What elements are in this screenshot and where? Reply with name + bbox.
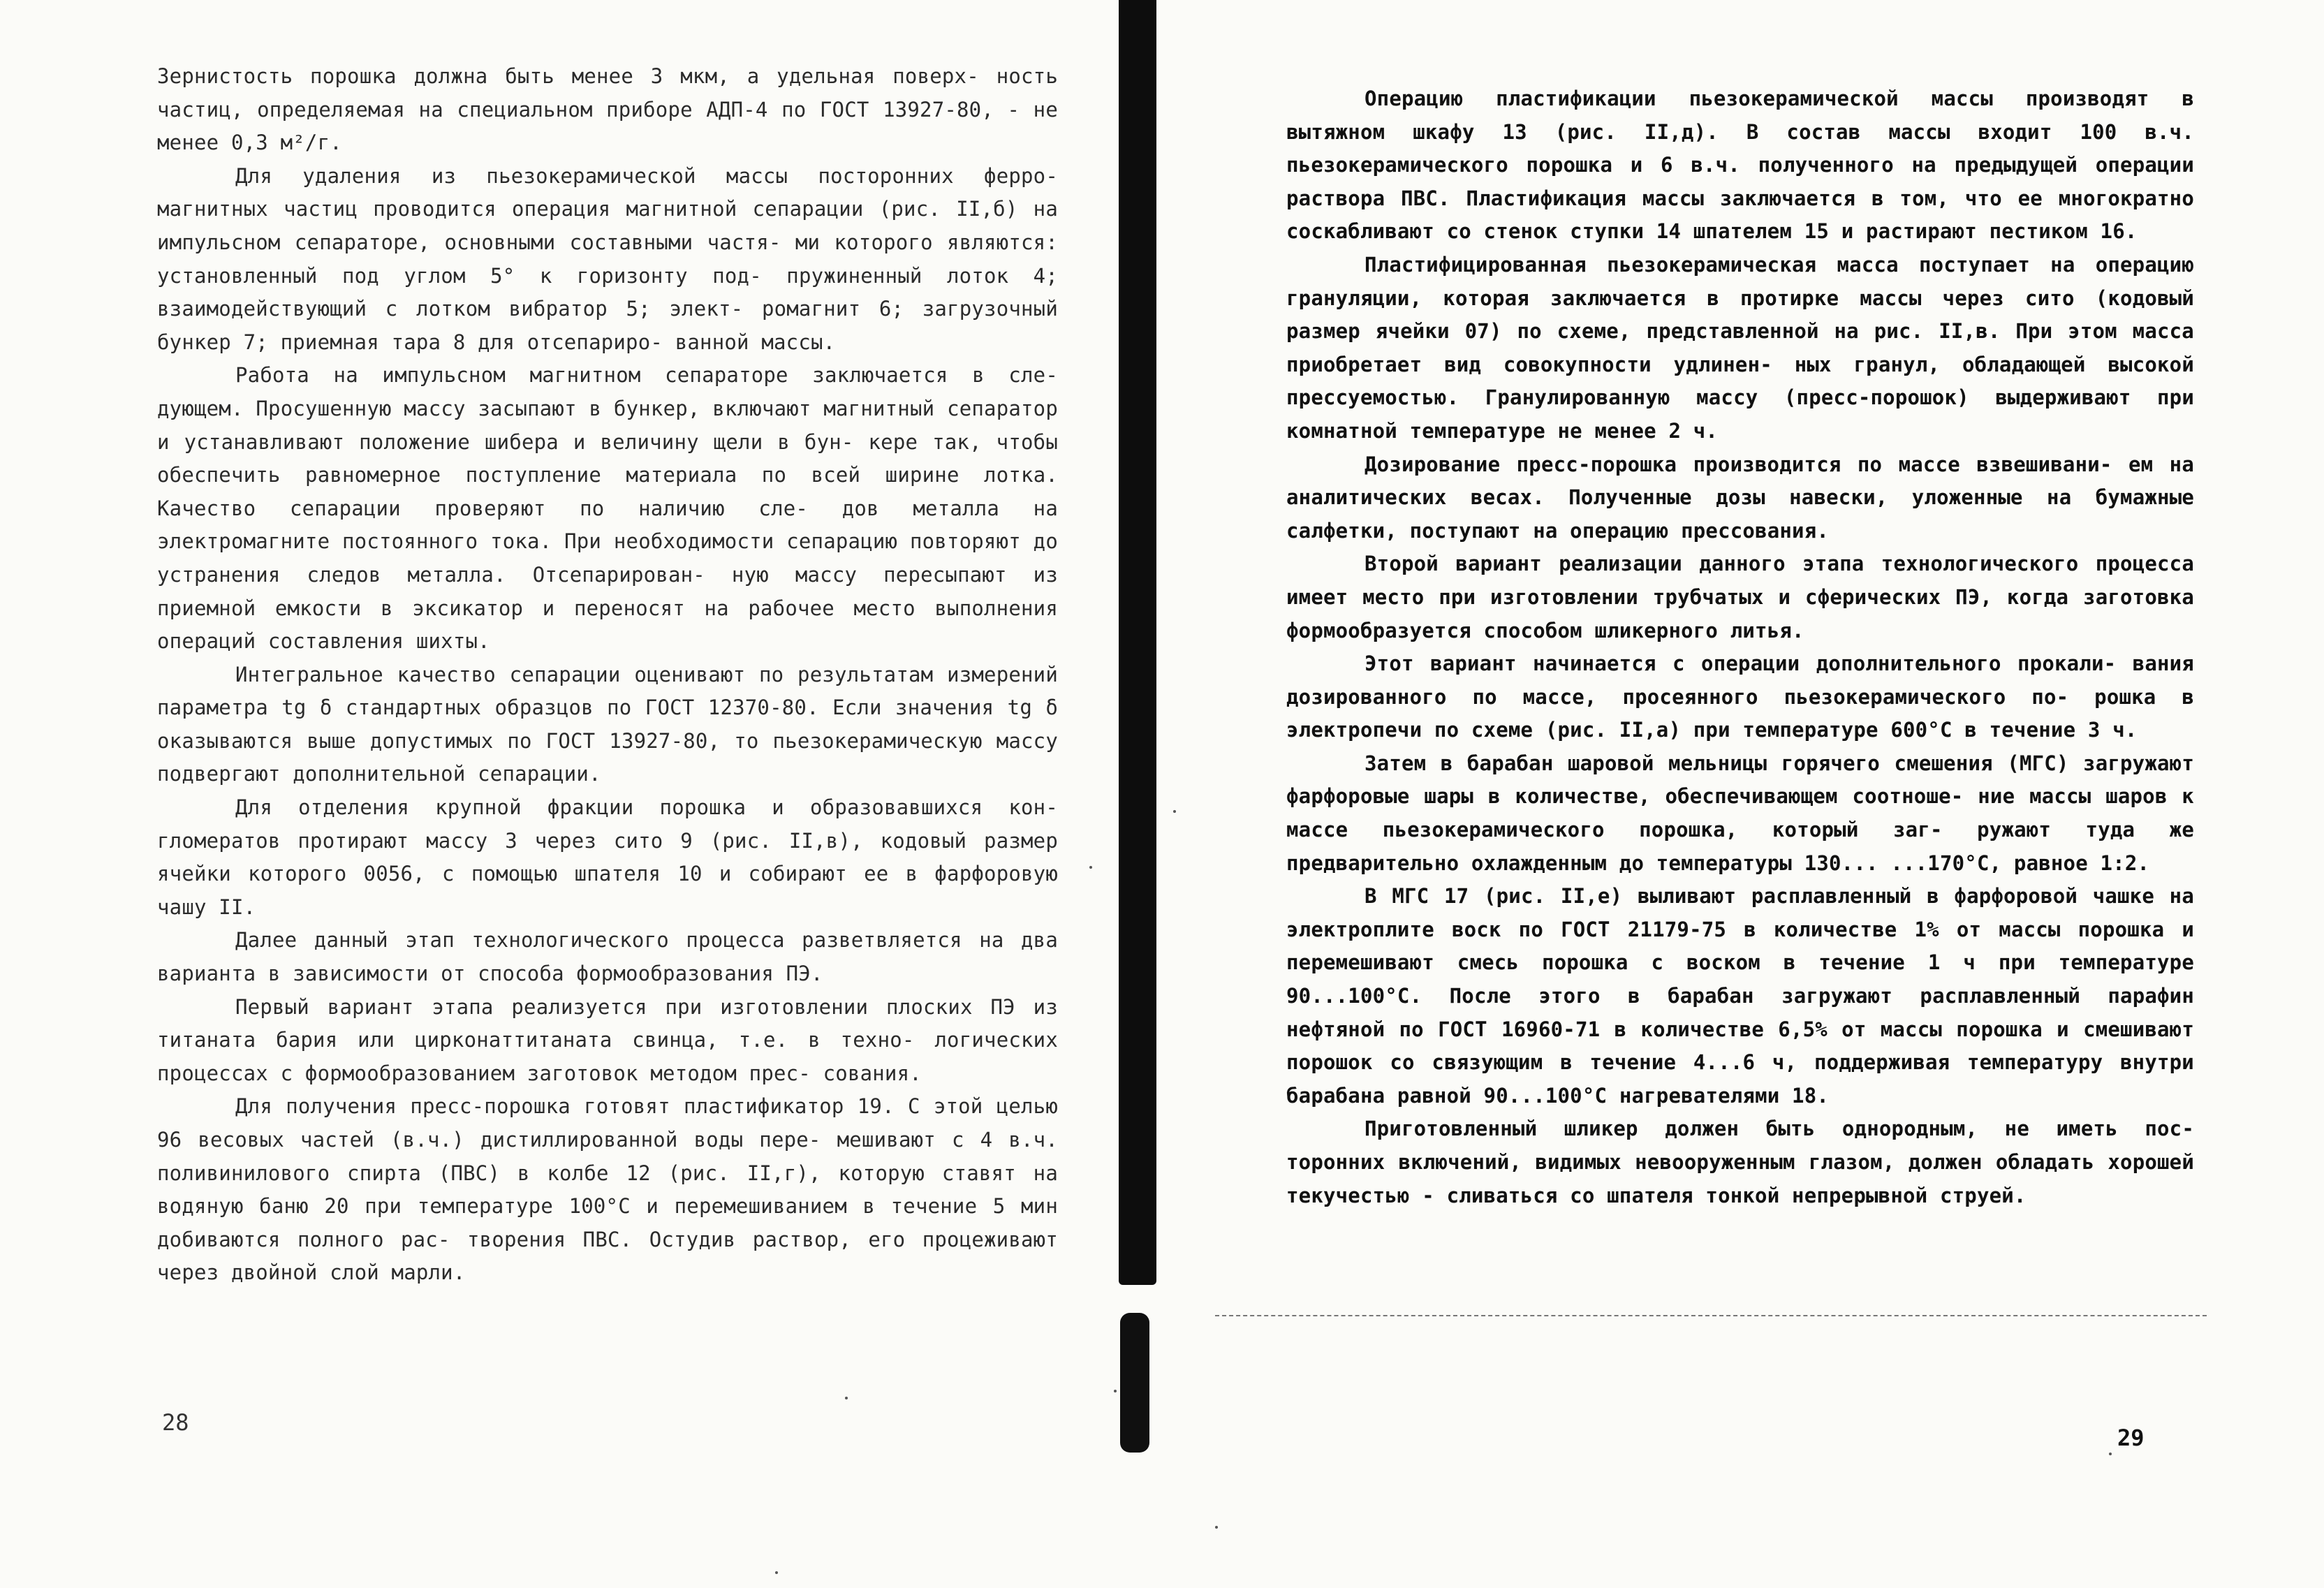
text-line: бумажные салфетки, поступают на операцию прессования. bbox=[1286, 485, 2195, 543]
text-line: Далее данный этап технологического процесса разветвляется bbox=[235, 928, 962, 953]
scan-speck bbox=[845, 1397, 848, 1399]
text-line: Пластифицированная пьезокерамическая масса поступает на bbox=[1365, 252, 2075, 277]
text-line: этой целью 96 весовых частей (в.ч.) дистиллированной воды пере- bbox=[157, 1094, 1058, 1152]
paragraph bbox=[1286, 747, 2194, 880]
text-line: когда заготовка формообразуется способом шликерного литья. bbox=[1286, 585, 2194, 642]
text-line: массу (пресс-порошок) выдерживают при комнатной температуре не bbox=[1286, 385, 2194, 443]
paragraph bbox=[157, 1090, 1058, 1290]
text-line: струей. bbox=[1939, 1183, 2027, 1207]
text-line: ружают туда же предварительно охлажденным до температуры 130... bbox=[1286, 818, 2194, 875]
text-line: 6,5% от массы порошка и смешивают порошок со связующим в течение bbox=[1286, 1017, 2194, 1075]
scan-speck bbox=[1089, 866, 1092, 869]
text-line: торонних включений, видимых невооруженным глазом, должен обладать bbox=[1286, 1150, 2095, 1174]
text-line: ...170°С, равное 1:2. bbox=[1890, 851, 2150, 875]
text-line: (рис. II,г), которую ставят на водяную баню 20 при температуре bbox=[157, 1161, 1058, 1219]
text-line: в фарфоровую чашу II. bbox=[157, 862, 1058, 919]
text-line: творения ПВС. Остудив раствор, его процеживают через двойной bbox=[157, 1227, 1058, 1285]
text-line: на рабочее место выполнения операций составления шихты. bbox=[157, 596, 1058, 654]
text-line: всей ширине лотка. Качество сепарации проверяют по наличию сле- bbox=[157, 463, 1059, 520]
text-line: Для получения пресс-порошка готовят пластификатор 19. С bbox=[235, 1094, 920, 1119]
scan-speck bbox=[1173, 810, 1176, 813]
text-line: 4...6 ч, поддерживая температуру внутри барабана равной 90...100°С bbox=[1286, 1050, 2194, 1108]
right-page-number: 29 bbox=[2117, 1425, 2145, 1451]
text-line: на два варианта в зависимости от способа формообразования ПЭ. bbox=[157, 928, 1058, 986]
text-line: массы порошка и перемешивают смесь порошка с воском в течение bbox=[1286, 917, 2194, 975]
right-page-text bbox=[1286, 82, 2194, 1212]
text-line: Для отделения крупной фракции порошка и образовавшихся кон- bbox=[235, 795, 1058, 820]
text-line: Работа на импульсном магнитном сепараторе заключается в сле- bbox=[235, 363, 1058, 388]
left-page bbox=[0, 0, 1110, 1588]
left-page-number: 28 bbox=[162, 1409, 189, 1436]
text-line: 13927-80, - не менее 0,3 м²/г. bbox=[157, 97, 1058, 155]
text-line: нагревателями 18. bbox=[1619, 1083, 1830, 1108]
paragraph bbox=[157, 791, 1058, 924]
text-line: Зернистость порошка должна быть менее 3 мкм, а удельная поверх- bbox=[157, 64, 979, 88]
text-line: дов металла на электромагните постоянного тока. При необходимости bbox=[157, 496, 1058, 554]
paragraph bbox=[157, 160, 1058, 360]
text-line: Затем в барабан шаровой мельницы горячего смешения (МГС) bbox=[1365, 751, 2069, 775]
text-line: ПЭ из титаната бария или цирконаттитаната свинца, т.е. в техно- bbox=[157, 994, 1058, 1052]
paragraph bbox=[157, 359, 1058, 658]
text-line: В МГС 17 (рис. II,е) выливают расплавленный в фарфоровой bbox=[1365, 884, 2078, 909]
text-line: логических процессах с формообразованием заготовок методом прес- bbox=[157, 1028, 1058, 1085]
scan-speck bbox=[775, 1571, 778, 1574]
paragraph bbox=[1286, 1112, 2194, 1212]
text-line: ную массу пересыпают из приемной емкости в эксикатор и переносят bbox=[157, 562, 1058, 620]
text-line: ми которого являются: установленный под углом 5° к горизонту под- bbox=[157, 230, 1058, 288]
left-page-text bbox=[157, 60, 1058, 1290]
paragraph bbox=[1286, 880, 2194, 1112]
text-line: сепарацию повторяют до устранения следов металла. Отсепарирован- bbox=[157, 529, 1058, 587]
scan-speck bbox=[2109, 1453, 2112, 1455]
text-line: рис. II,в. При этом масса приобретает вид совокупности удлинен- bbox=[1286, 319, 2194, 376]
text-line: Дозирование пресс-порошка производится по массе взвешивани- bbox=[1365, 452, 2112, 476]
text-line: дующем. Просушенную массу засыпают в бункер, включают магнитный bbox=[157, 396, 935, 420]
text-line: мешивают с 4 в.ч. поливинилового спирта (ПВС) в колбе 12 bbox=[157, 1128, 1058, 1185]
text-line: рошка в электропечи по схеме (рис. II,а) при температуре 600°С bbox=[1286, 684, 2194, 742]
text-line: что ее многократно соскабливают со стенок ступки 14 шпателем 15 bbox=[1286, 186, 2195, 244]
text-line: загружают фарфоровые шары в количестве, обеспечивающем соотноше- bbox=[1286, 751, 2194, 809]
paragraph bbox=[157, 60, 1058, 160]
scan-dashed-artifact bbox=[1215, 1315, 2207, 1316]
text-line: ность частиц, определяемая на специальном приборе АДП-4 по ГОСТ bbox=[157, 64, 1058, 122]
paragraph bbox=[157, 924, 1058, 990]
text-line: ванной массы. bbox=[675, 330, 836, 354]
text-line: вания дозированного по массе, просеянного пьезокерамического по- bbox=[1286, 652, 2194, 709]
text-line: Для удаления из пьезокерамической массы посторонних ферро- bbox=[235, 163, 1058, 188]
text-line: ромагнит 6; загрузочный бункер 7; приемная тара 8 для отсепариро- bbox=[157, 297, 1058, 354]
text-line: 100°С и перемешиванием в течение 5 мин добиваются полного рас- bbox=[157, 1194, 1058, 1251]
text-line: хорошей текучестью - сливаться со шпателя тонкой непрерывной bbox=[1286, 1150, 2194, 1207]
scan-speck bbox=[1215, 1526, 1218, 1529]
text-line: (рис. II,б) на импульсном сепараторе, основными составными частя- bbox=[157, 197, 1058, 254]
right-page bbox=[1159, 0, 2324, 1588]
text-line: расплавленный парафин нефтяной по ГОСТ 16960-71 в количестве bbox=[1286, 984, 2194, 1041]
text-line: операцию грануляции, которая заключается в протирке массы через bbox=[1286, 252, 2194, 310]
text-line: Приготовленный шликер должен быть однородным, не иметь пос- bbox=[1365, 1117, 2194, 1141]
text-line: размер ячейки которого 0056, с помощью шпателя 10 и собирают ее bbox=[157, 828, 1058, 886]
text-line: операции раствора ПВС. Пластификация массы заключается в том, bbox=[1286, 153, 2194, 210]
text-line: сепаратор и устанавливают положение шибера и величину щели в бун- bbox=[157, 396, 1058, 454]
text-line: ных гранул, обладающей высокой прессуемостью. Гранулированную bbox=[1286, 352, 2194, 410]
paragraph bbox=[1286, 249, 2194, 448]
text-line: в течение 3 ч. bbox=[1964, 718, 2138, 742]
text-line: и растирают пестиком 16. bbox=[1841, 219, 2138, 244]
paragraph bbox=[157, 659, 1058, 791]
text-line: пьезокерамического порошка и 6 в.ч. полученного на предыдущей bbox=[1286, 153, 2078, 177]
paragraph bbox=[1286, 647, 2194, 747]
text-line: сования. bbox=[823, 1061, 922, 1085]
text-line: Операцию пластификации пьезокерамической массы производят bbox=[1365, 87, 2149, 110]
text-line: слой марли. bbox=[330, 1260, 466, 1285]
paragraph bbox=[1286, 82, 2194, 249]
text-line: Второй вариант реализации данного этапа технологического bbox=[1365, 552, 2079, 576]
paragraph bbox=[1286, 448, 2194, 548]
paragraph bbox=[1286, 547, 2194, 647]
text-line: Первый вариант этапа реализуется при изготовлении плоских bbox=[235, 994, 973, 1019]
scan-speck bbox=[1114, 1390, 1117, 1392]
text-line: Этот вариант начинается с операции дополнительного прокали- bbox=[1365, 652, 2117, 676]
book-binding-shadow-lower bbox=[1120, 1313, 1149, 1453]
text-line: ем на аналитических весах. Полученные дозы навески, уложенные на bbox=[1286, 452, 2194, 510]
paragraph bbox=[157, 991, 1058, 1091]
book-binding-shadow bbox=[1119, 0, 1156, 1285]
text-line: процесса имеет место при изготовлении трубчатых и сферических ПЭ, bbox=[1286, 552, 2194, 609]
text-line: гломератов протирают массу 3 через сито 9 (рис. II,в), кодовый bbox=[157, 828, 967, 853]
text-line: кере так, чтобы обеспечить равномерное поступление материала по bbox=[157, 429, 1058, 487]
text-line: измерений параметра tg δ стандартных образцов по ГОСТ 12370-80. bbox=[157, 662, 1058, 720]
text-line: сито (кодовый размер ячейки 07) по схеме, представленной на bbox=[1286, 286, 2194, 344]
text-line: Интегральное качество сепарации оценивают по результатам bbox=[235, 662, 934, 686]
text-line: то пьезокерамическую массу подвергают дополнительной сепарации. bbox=[157, 728, 1058, 786]
text-line: 1 ч при температуре 90...100°С. После этого в барабан загружают bbox=[1286, 950, 2194, 1008]
text-line: магнитных частиц проводится операция магнитной сепарации bbox=[157, 197, 864, 221]
text-line: ние массы шаров к массе пьезокерамического порошка, который заг- bbox=[1286, 784, 2194, 842]
text-line: в вытяжном шкафу 13 (рис. II,д). В состав массы входит 100 в.ч. bbox=[1286, 87, 2194, 144]
text-line: Если значения tg δ оказываются выше допустимых по ГОСТ 13927-80, bbox=[157, 696, 1058, 753]
text-line: пружиненный лоток 4; взаимодействующий с лотком вибратор 5; элект- bbox=[157, 263, 1058, 321]
text-line: менее 2 ч. bbox=[1594, 418, 1719, 443]
text-line: чашке на электроплите воск по ГОСТ 21179-75 в количестве 1% от bbox=[1286, 884, 2194, 941]
